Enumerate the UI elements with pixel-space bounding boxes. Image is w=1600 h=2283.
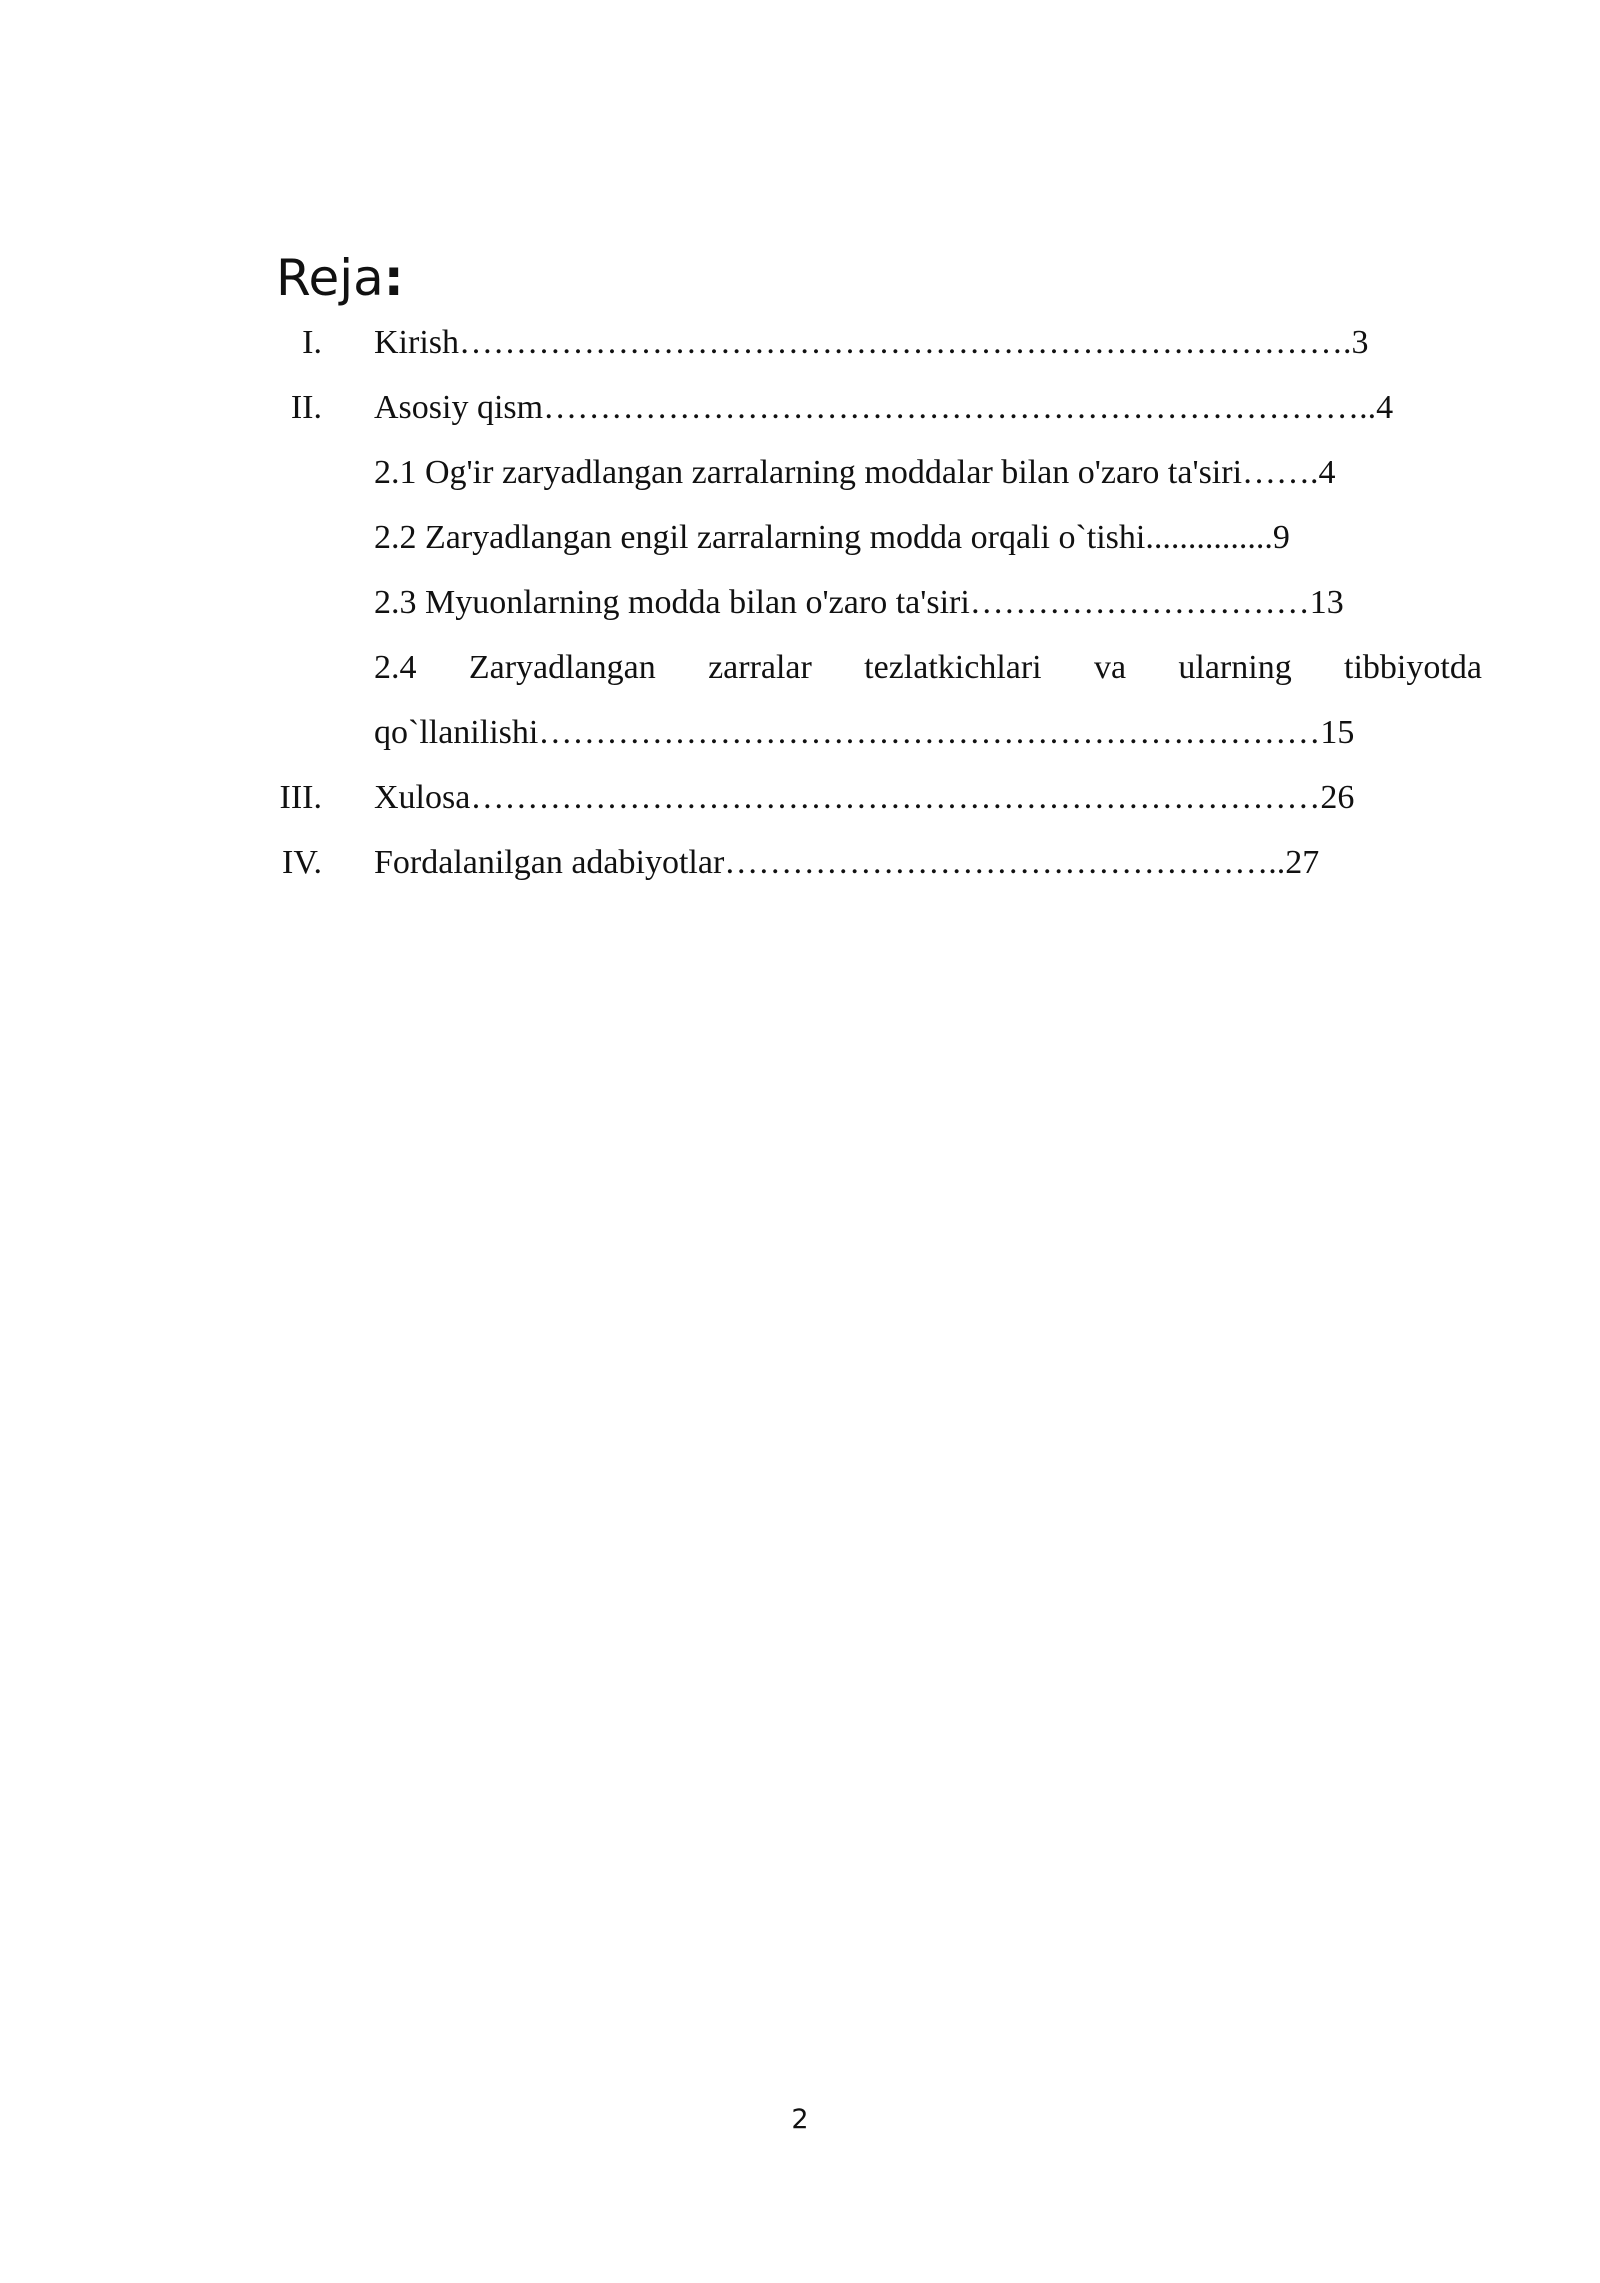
toc-word: va xyxy=(1093,649,1127,686)
toc-item-kirish[interactable] xyxy=(0,318,1600,368)
title-word: Reja xyxy=(276,249,384,307)
toc-word: Zaryadlangan xyxy=(468,649,656,686)
toc-item-text: qo`llanilishi……………………………………………………………15 xyxy=(374,714,1355,751)
toc-item-2-2[interactable] xyxy=(0,513,1600,563)
toc-item-2-3[interactable] xyxy=(0,578,1600,628)
toc-word: tezlatkichlari xyxy=(864,649,1042,686)
toc-item-asosiy-qism[interactable] xyxy=(0,383,1600,433)
toc-item-number: II. xyxy=(290,389,322,426)
toc-item-text: Fordalanilgan adabiyotlar…………………………………………..27 xyxy=(374,844,1320,881)
toc-item-number: III. xyxy=(279,779,322,816)
toc-word: 2.4 xyxy=(374,649,417,686)
toc-word: zarralar xyxy=(708,649,812,686)
title-colon: : xyxy=(383,249,404,307)
toc-item-2-1[interactable] xyxy=(0,448,1600,498)
toc-word: ularning xyxy=(1178,649,1292,686)
toc-item-text: Xulosa…………………………………………………………………26 xyxy=(374,779,1355,816)
toc-item-xulosa[interactable] xyxy=(0,773,1600,823)
toc-item-text: 2.2 Zaryadlangan engil zarralarning modda orqali o`tishi...............9 xyxy=(374,519,1290,556)
toc-word: tibbiyotda xyxy=(1344,649,1482,686)
toc-item-number: I. xyxy=(302,324,322,361)
toc-item-2-4[interactable] xyxy=(374,643,1482,693)
toc-item-adabiyotlar[interactable] xyxy=(0,838,1600,888)
toc-item-text: 2.1 Og'ir zaryadlangan zarralarning moddalar bilan o'zaro ta'siri…….4 xyxy=(374,454,1336,491)
toc-item-2-4-continued[interactable] xyxy=(0,708,1600,758)
toc-item-text: Kirish…………………………………………………………………….3 xyxy=(374,324,1369,361)
page-number: 2 xyxy=(791,2104,809,2135)
toc-item-text: Asosiy qism………………………………………………………………..4 xyxy=(374,389,1394,426)
page-title xyxy=(276,248,404,308)
toc-item-text: 2.3 Myuonlarning modda bilan o'zaro ta'siri…………………………13 xyxy=(374,584,1344,621)
toc-item-number: IV. xyxy=(282,844,322,881)
